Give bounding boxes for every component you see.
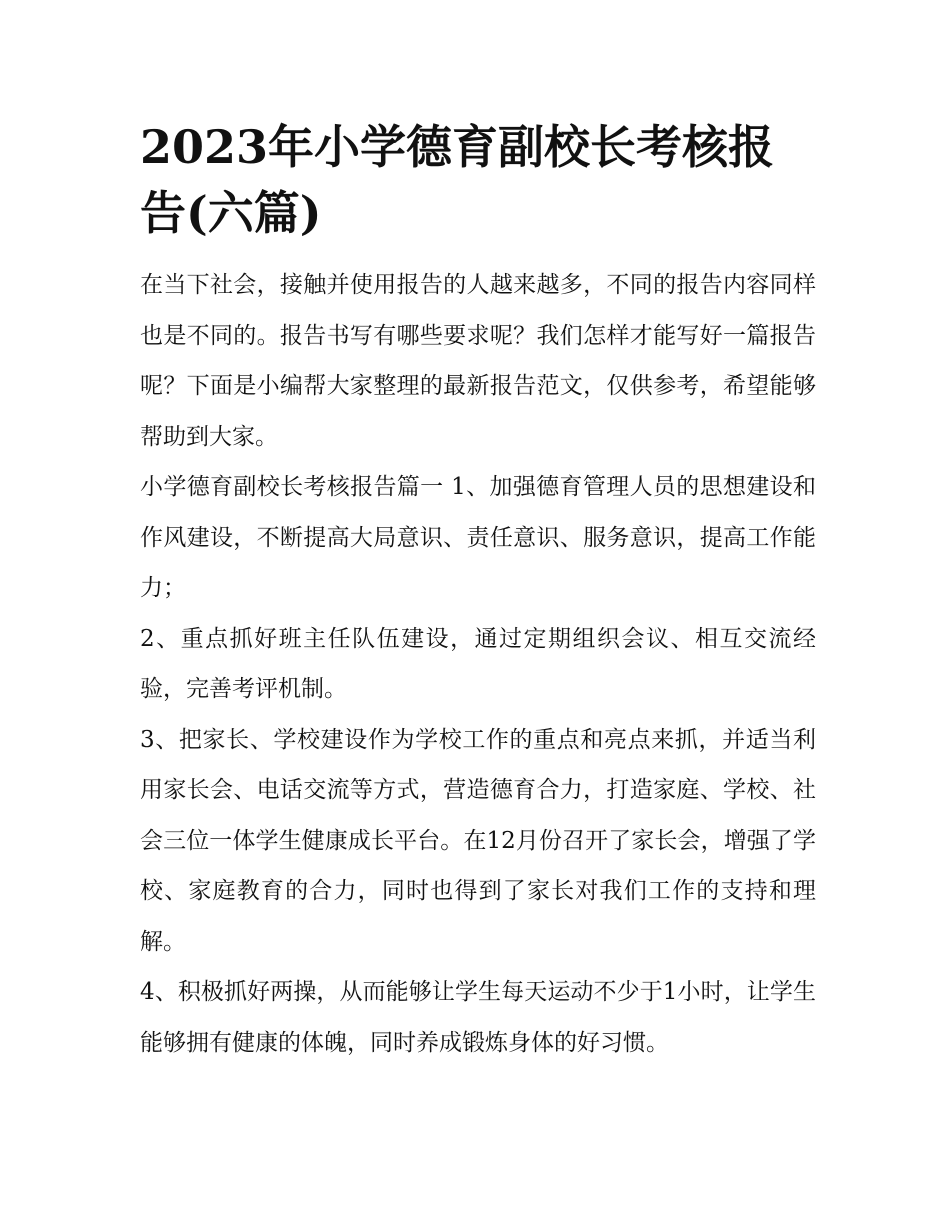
section-one-item-1: 小学德育副校长考核报告篇一 1、加强德育管理人员的思想建设和作风建设，不断提高大局意识、责任意识、服务意识，提高工作能力；: [140, 474, 816, 601]
section-one-item-3: 3、把家长、学校建设作为学校工作的重点和亮点来抓，并适当利用家长会、电话交流等方式，营造德育合力，打造家庭、学校、社会三位一体学生健康成长平台。在12月份召开了家长会，增强了学校、家庭教育的合力，同时也得到了家长对我们工作的支持和理解。: [140, 726, 816, 955]
document-body: [140, 114, 816, 1068]
intro-paragraph: 在当下社会，接触并使用报告的人越来越多，不同的报告内容同样也是不同的。报告书写有哪些要求呢？我们怎样才能写好一篇报告呢？下面是小编帮大家整理的最新报告范文，仅供参考，希望能够帮助到大家。: [140, 272, 816, 450]
document-title: 2023年小学德育副校长考核报告(六篇): [140, 120, 775, 240]
section-one-item-2: 2、重点抓好班主任队伍建设，通过定期组织会议、相互交流经验，完善考评机制。: [140, 625, 816, 702]
section-one-item-4: 4、积极抓好两操，从而能够让学生每天运动不少于1小时，让学生能够拥有健康的体魄，同时养成锻炼身体的好习惯。: [140, 979, 816, 1056]
